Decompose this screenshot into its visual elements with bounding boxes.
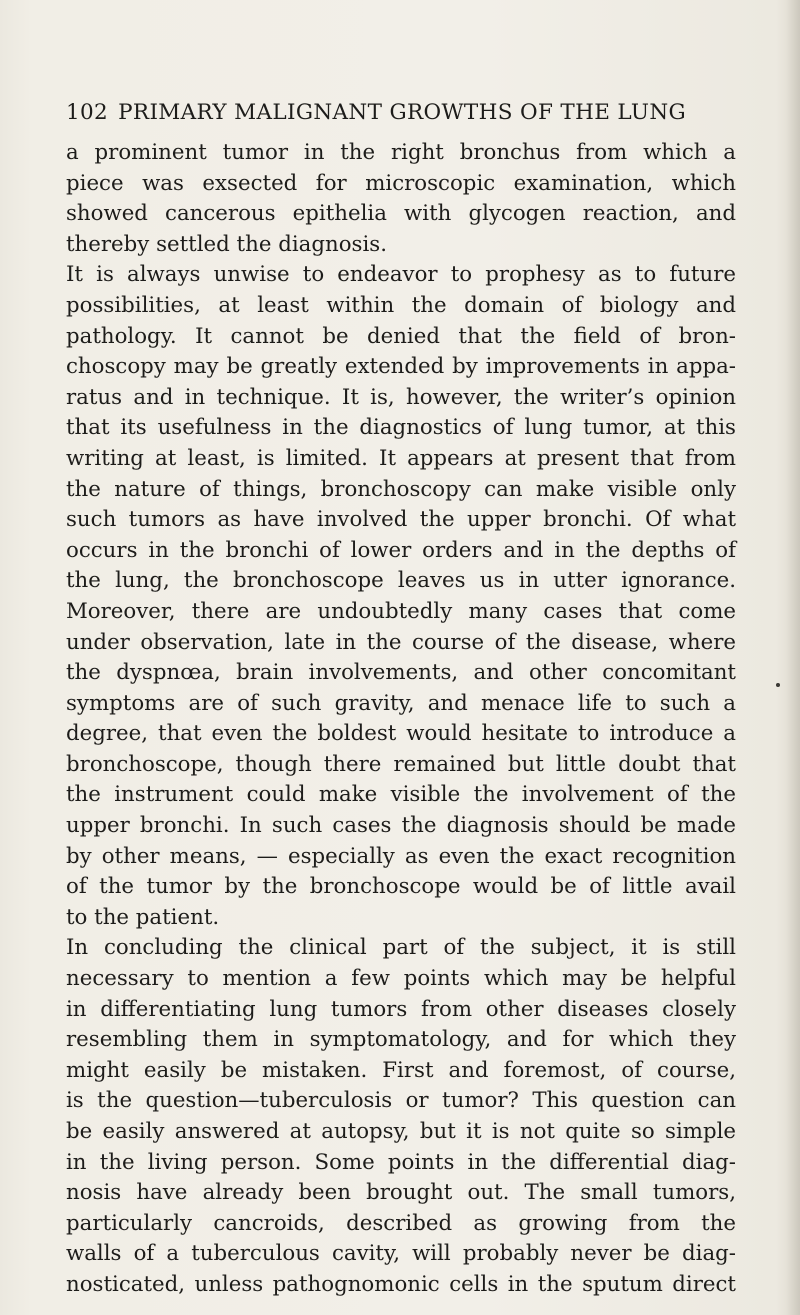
text-line: symptoms are of such gravity, and menace life to such a bbox=[66, 690, 736, 716]
text-line: in differentiating lung tumors from other diseases closely bbox=[66, 996, 736, 1022]
text-line: Moreover, there are undoubtedly many cases that come bbox=[66, 598, 736, 624]
text-line: the instrument could make visible the involvement of the bbox=[66, 782, 736, 808]
text-line: the dyspnœa, brain involvements, and other concomitant bbox=[66, 660, 736, 686]
page-edge-shadow bbox=[786, 0, 800, 1315]
text-line: a prominent tumor in the right bronchus from which a bbox=[66, 140, 736, 165]
text-line: piece was exsected for microscopic examination, which bbox=[66, 170, 736, 196]
text-line: pathology. It cannot be denied that the field of bron- bbox=[66, 323, 736, 349]
text-line: to the patient. bbox=[66, 904, 220, 930]
text-line: degree, that even the boldest would hesitate to introduce a bbox=[66, 721, 736, 747]
margin-dot-mark bbox=[776, 683, 780, 687]
text-line: by other means, — especially as even the exact recognition bbox=[66, 843, 736, 869]
running-title: PRIMARY MALIGNANT GROWTHS OF THE LUNG bbox=[118, 100, 687, 125]
text-line: that its usefulness in the diagnostics of lung tumor, at this bbox=[66, 415, 736, 441]
text-line: might easily be mistaken. First and foremost, of course, bbox=[66, 1057, 736, 1083]
text-line: the lung, the bronchoscope leaves us in utter ignorance. bbox=[66, 568, 736, 594]
text-line: in the living person. Some points in the differential diag- bbox=[66, 1149, 736, 1175]
text-line: be easily answered at autopsy, but it is not quite so simple bbox=[66, 1119, 736, 1144]
text-line: In concluding the clinical part of the subject, it is still bbox=[66, 935, 736, 961]
text-line: nosis have already been brought out. The small tumors, bbox=[66, 1180, 736, 1206]
text-line: under observation, late in the course of the disease, where bbox=[66, 629, 736, 655]
text-line: nosticated, unless pathognomonic cells in the sputum direct bbox=[66, 1271, 736, 1297]
text-line: upper bronchi. In such cases the diagnosis should be made bbox=[66, 813, 736, 839]
text-line: the nature of things, bronchoscopy can make visible only bbox=[66, 476, 736, 502]
text-line: walls of a tuberculous cavity, will probably never be diag- bbox=[66, 1241, 736, 1267]
text-line: bronchoscope, though there remained but little doubt that bbox=[66, 751, 736, 777]
text-line: of the tumor by the bronchoscope would be of little avail bbox=[66, 874, 736, 900]
running-head bbox=[66, 100, 736, 125]
page-number: 102 bbox=[66, 100, 109, 125]
text-line: writing at least, is limited. It appears at present that from bbox=[66, 445, 736, 471]
text-line: thereby settled the diagnosis. bbox=[66, 231, 387, 257]
text-line: choscopy may be greatly extended by improvements in appa- bbox=[66, 354, 736, 380]
text-line: showed cancerous epithelia with glycogen reaction, and bbox=[66, 201, 736, 227]
text-line: resembling them in symptomatology, and for which they bbox=[66, 1027, 736, 1053]
text-line: It is always unwise to endeavor to prophesy as to future bbox=[66, 262, 736, 288]
text-line: such tumors as have involved the upper bronchi. Of what bbox=[66, 507, 736, 533]
text-line: occurs in the bronchi of lower orders and in the depths of bbox=[66, 537, 736, 563]
text-line: ratus and in technique. It is, however, the writer’s opinion bbox=[66, 384, 736, 410]
body-text bbox=[66, 138, 736, 1301]
text-line: possibilities, at least within the domain of biology and bbox=[66, 292, 736, 318]
text-line: necessary to mention a few points which may be helpful bbox=[66, 966, 736, 992]
text-line: is the question—tuberculosis or tumor? This question can bbox=[66, 1088, 736, 1114]
text-line: particularly cancroids, described as growing from the bbox=[66, 1210, 736, 1236]
